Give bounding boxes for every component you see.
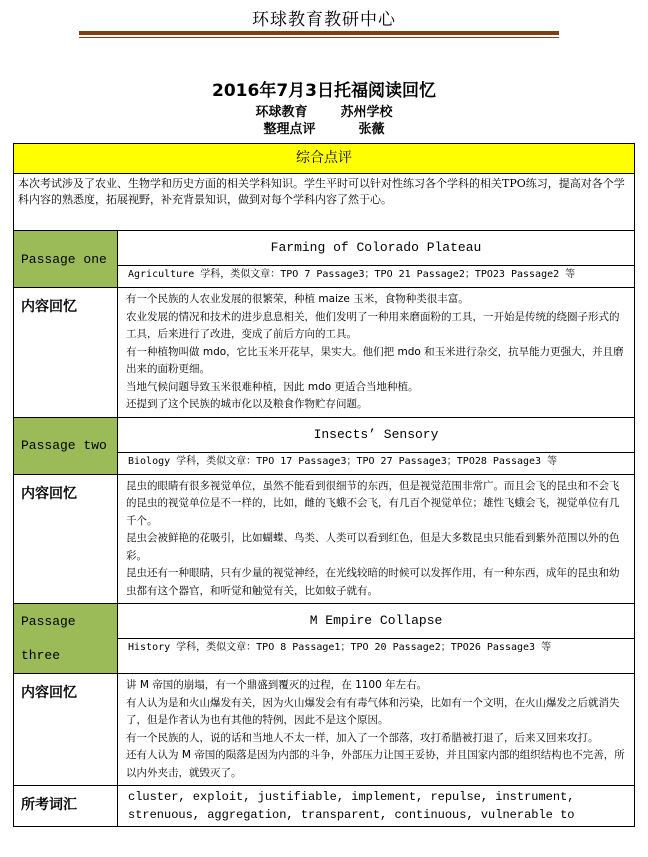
passage-content-row <box>14 474 635 604</box>
author-school: 苏州学校 <box>340 105 393 120</box>
passage-similar: Biology 学科，类似文章：TPO 17 Passage3；TPO 27 Passage3；TPO28 Passage3 等 <box>118 452 635 474</box>
content-paragraph: 昆虫还有一种眼睛，只有少量的视觉神经，在光线较暗的时候可以发挥作用，有一种东西，成年的昆虫和幼虫都有这个器官，和听觉和触觉有关，比如蚊子就有。 <box>126 567 620 597</box>
content-label: 内容回忆 <box>14 474 118 604</box>
header-rule-thin <box>79 37 559 38</box>
content-paragraph: 昆虫会被鲜艳的花吸引，比如蝴蝶、鸟类、人类可以看到红色，但是大多数昆虫只能看到紫外范围以外的色彩。 <box>126 532 620 562</box>
passage-header-row <box>14 604 635 639</box>
content-paragraph: 有一种植物叫做 mdo，它比玉米开花早，果实大。他们把 mdo 和玉米进行杂交，抗旱能力更强大，并且磨出来的面粉更细。 <box>126 345 624 375</box>
passage-title: Farming of Colorado Plateau <box>118 231 635 266</box>
passage-label: Passage one <box>14 231 118 288</box>
content-paragraph: 农业发展的情况和技术的进步息息相关，他们发明了一种用来磨面粉的工具，一开始是传统的绕圈子形式的工具，后来进行了改进，变成了前后方向的工具。 <box>126 310 620 340</box>
org-header: 环球教育教研中心 <box>252 10 396 30</box>
summary-text-row <box>14 174 635 231</box>
passage-label: Passage two <box>14 417 118 474</box>
summary-heading: 综合点评 <box>14 144 635 174</box>
author-block <box>0 104 648 138</box>
content-paragraph: 有人认为是和火山爆发有关，因为火山爆发会有有毒气体和污染，比如有一个文明，在火山爆发之后就消失了，但是作者认为也有其他的特例，因此不是这个原因。 <box>126 696 620 726</box>
passage-header-row <box>14 417 635 452</box>
passage-label-line1: Passage <box>21 613 76 629</box>
content-paragraph: 昆虫的眼睛有很多视觉单位，虽然不能看到很细节的东西，但是视觉范围非常广。而且会飞的昆虫和不会飞的昆虫的视觉单位是不一样的，比如，雌的飞蛾不会飞，有几百个视觉单位；雄性飞蛾会飞，视觉单位有几千个。 <box>126 479 620 527</box>
header-rule-thick <box>79 31 559 35</box>
passage-content-row <box>14 288 635 418</box>
recall-table <box>13 143 635 827</box>
content-label: 内容回忆 <box>14 674 118 786</box>
passage-title: Insects’ Sensory <box>118 417 635 452</box>
passage-content-row <box>14 674 635 786</box>
page-title: 2016年7月3日托福阅读回忆 <box>212 81 436 101</box>
passage-header-row <box>14 231 635 266</box>
vocab-label: 所考词汇 <box>14 786 118 827</box>
content-label: 内容回忆 <box>14 288 118 418</box>
author-role: 整理点评 <box>263 122 316 137</box>
passage-content <box>118 474 635 604</box>
summary-heading-row <box>14 144 635 174</box>
passage-similar: Agriculture 学科，类似文章：TPO 7 Passage3；TPO 21 Passage2；TPO23 Passage2 等 <box>118 266 635 288</box>
content-paragraph: 当地气候问题导致玉米很难种植，因此 mdo 更适合当地种植。 <box>126 380 419 393</box>
vocab-words: cluster, exploit, justifiable, implement, repulse, instrument, strenuous, aggregation, transparent, continuous, vulnerable to <box>118 786 635 827</box>
content-paragraph: 还有人认为 M 帝国的陨落是因为内部的斗争，外部压力让国王妥协，并且国家内部的组织结构也不完善，所以内外夹击，就毁灭了。 <box>126 749 625 779</box>
passage-label-line2: three <box>21 647 61 663</box>
vocab-row <box>14 786 635 827</box>
content-paragraph: 还提到了这个民族的城市化以及粮食作物贮存问题。 <box>126 398 368 410</box>
content-paragraph: 有一个民族的人农业发展的很繁荣，种植 maize 玉米，食物种类很丰富。 <box>126 293 469 305</box>
passage-label <box>14 604 118 674</box>
content-paragraph: 有一个民族的人，说的话和当地人不太一样，加入了一个部落，攻打希腊被打退了，后来又回来攻打。 <box>126 731 599 744</box>
passage-content <box>118 674 635 786</box>
summary-text: 本次考试涉及了农业、生物学和历史方面的相关学科知识。学生平时可以针对性练习各个学科的相关TPO练习，提高对各个学科内容的熟悉度，拓展视野，补充背景知识，做到对每个学科内容了然于心。 <box>14 174 635 231</box>
passage-similar: History 学科，类似文章：TPO 8 Passage1；TPO 20 Passage2；TPO26 Passage3 等 <box>118 639 635 674</box>
passage-title: M Empire Collapse <box>118 604 635 639</box>
content-paragraph: 讲 M 帝国的崩塌，有一个鼎盛到覆灭的过程，在 1100 年左右。 <box>126 679 428 691</box>
author-org: 环球教育 <box>255 105 308 120</box>
author-name: 张薇 <box>358 122 385 137</box>
passage-content <box>118 288 635 418</box>
